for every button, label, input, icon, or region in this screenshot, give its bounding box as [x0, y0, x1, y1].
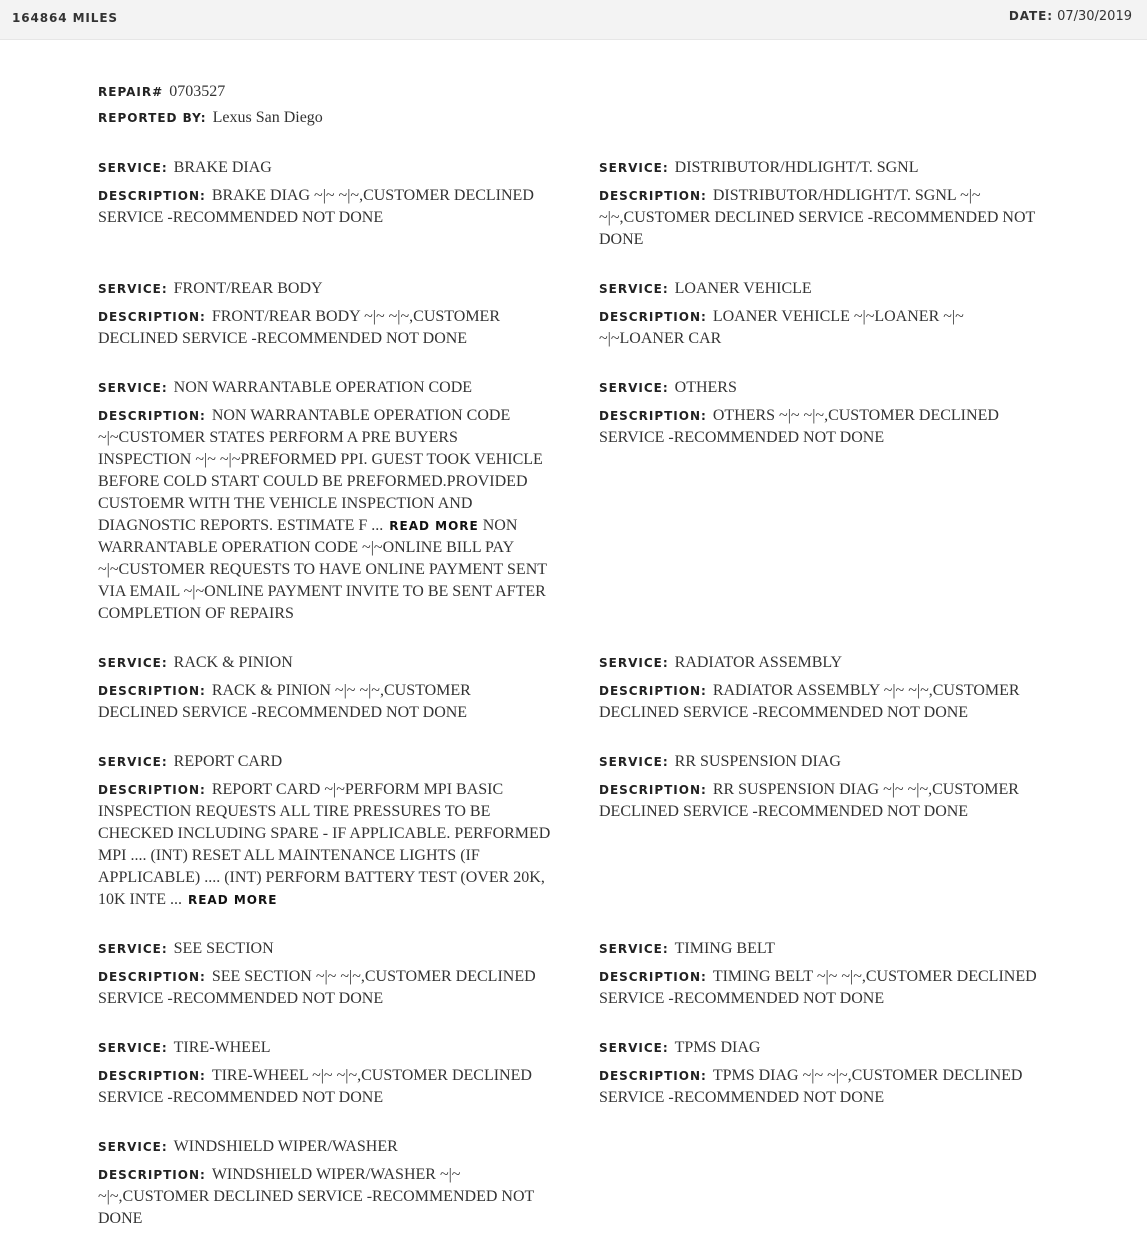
service-label: SERVICE:	[599, 1041, 669, 1055]
service-label: SERVICE:	[599, 381, 669, 395]
description-text: SEE SECTION ~|~ ~|~,CUSTOMER DECLINED SERVICE -RECOMMENDED NOT DONE	[98, 968, 536, 1007]
description-text: TIRE-WHEEL ~|~ ~|~,CUSTOMER DECLINED SERVICE -RECOMMENDED NOT DONE	[98, 1067, 532, 1106]
service-label: SERVICE:	[98, 656, 168, 670]
repair-info	[98, 79, 323, 131]
description-label: DESCRIPTION:	[599, 1069, 707, 1083]
description-label: DESCRIPTION:	[98, 783, 206, 797]
description-text: RR SUSPENSION DIAG ~|~ ~|~,CUSTOMER DECLINED SERVICE -RECOMMENDED NOT DONE	[599, 781, 1019, 820]
service-label: SERVICE:	[599, 161, 669, 175]
service-label: SERVICE:	[98, 1041, 168, 1055]
description-label: DESCRIPTION:	[98, 1168, 206, 1182]
service-entry	[98, 1035, 553, 1109]
service-name: TPMS DIAG	[674, 1039, 761, 1056]
description-text: FRONT/REAR BODY ~|~ ~|~,CUSTOMER DECLINED SERVICE -RECOMMENDED NOT DONE	[98, 308, 500, 347]
description-text: LOANER VEHICLE ~|~LOANER ~|~ ~|~LOANER CAR	[599, 308, 964, 347]
service-name: OTHERS	[674, 379, 737, 396]
description-label: DESCRIPTION:	[98, 310, 206, 324]
description-label: DESCRIPTION:	[98, 189, 206, 203]
description-text: RACK & PINION ~|~ ~|~,CUSTOMER DECLINED SERVICE -RECOMMENDED NOT DONE	[98, 682, 471, 721]
service-label: SERVICE:	[98, 161, 168, 175]
service-label: SERVICE:	[98, 381, 168, 395]
description-label: DESCRIPTION:	[599, 310, 707, 324]
service-entry	[98, 276, 553, 350]
record-header-bar	[0, 0, 1147, 40]
description-text: OTHERS ~|~ ~|~,CUSTOMER DECLINED SERVICE -RECOMMENDED NOT DONE	[599, 407, 999, 446]
service-entry	[599, 375, 1049, 449]
reported-by-label: REPORTED BY:	[98, 111, 207, 125]
description-label: DESCRIPTION:	[599, 684, 707, 698]
service-entry	[98, 749, 553, 911]
service-label: SERVICE:	[599, 282, 669, 296]
service-entry	[98, 650, 553, 724]
service-entry	[98, 936, 553, 1010]
description-label: DESCRIPTION:	[98, 1069, 206, 1083]
service-name: SEE SECTION	[173, 940, 274, 957]
service-name: FRONT/REAR BODY	[173, 280, 323, 297]
service-name: RACK & PINION	[173, 654, 293, 671]
reported-by-value: Lexus San Diego	[212, 109, 323, 126]
description-text: DISTRIBUTOR/HDLIGHT/T. SGNL ~|~ ~|~,CUSTOMER DECLINED SERVICE -RECOMMENDED NOT DONE	[599, 187, 1035, 248]
description-text: TIMING BELT ~|~ ~|~,CUSTOMER DECLINED SERVICE -RECOMMENDED NOT DONE	[599, 968, 1037, 1007]
service-entry	[599, 749, 1049, 823]
service-label: SERVICE:	[599, 755, 669, 769]
description-text: WINDSHIELD WIPER/WASHER ~|~ ~|~,CUSTOMER DECLINED SERVICE -RECOMMENDED NOT DONE	[98, 1166, 534, 1227]
service-label: SERVICE:	[599, 656, 669, 670]
repair-number-label: REPAIR#	[98, 85, 164, 99]
description-label: DESCRIPTION:	[599, 970, 707, 984]
service-name: TIRE-WHEEL	[173, 1039, 271, 1056]
description-text: REPORT CARD ~|~PERFORM MPI BASIC INSPECTION REQUESTS ALL TIRE PRESSURES TO BE CHECKED INCLUDING SPARE - IF APPLICABLE. PERFORMED MPI .... (INT) RESET ALL MAINTENANCE LIGHTS (IF APPLICABLE) .... (INT) PERFORM BATTERY TEST (OVER 20K, 10K INTE ...	[98, 781, 551, 908]
service-name: DISTRIBUTOR/HDLIGHT/T. SGNL	[674, 159, 919, 176]
service-entry	[599, 155, 1049, 251]
service-entry	[599, 936, 1049, 1010]
description-text: TPMS DIAG ~|~ ~|~,CUSTOMER DECLINED SERVICE -RECOMMENDED NOT DONE	[599, 1067, 1023, 1106]
description-text: RADIATOR ASSEMBLY ~|~ ~|~,CUSTOMER DECLINED SERVICE -RECOMMENDED NOT DONE	[599, 682, 1020, 721]
service-entry	[599, 276, 1049, 350]
description-label: DESCRIPTION:	[599, 783, 707, 797]
repair-number-value: 0703527	[169, 83, 226, 100]
description-label: DESCRIPTION:	[599, 189, 707, 203]
service-label: SERVICE:	[98, 1140, 168, 1154]
date-label: DATE:	[1008, 9, 1053, 23]
service-name: RADIATOR ASSEMBLY	[674, 654, 843, 671]
service-entry	[98, 155, 553, 229]
service-entry	[599, 650, 1049, 724]
service-name: NON WARRANTABLE OPERATION CODE	[173, 379, 473, 396]
service-name: RR SUSPENSION DIAG	[674, 753, 841, 770]
description-text-more: NON WARRANTABLE OPERATION CODE ~|~ONLINE BILL PAY ~|~CUSTOMER REQUESTS TO HAVE ONLINE PAYMENT SENT VIA EMAIL ~|~ONLINE PAYMENT INVITE TO BE SENT AFTER COMPLETION OF REPAIRS	[98, 517, 547, 622]
service-label: SERVICE:	[98, 282, 168, 296]
service-date	[1009, 9, 1132, 24]
service-name: WINDSHIELD WIPER/WASHER	[173, 1138, 398, 1155]
service-label: SERVICE:	[98, 755, 168, 769]
service-label: SERVICE:	[98, 942, 168, 956]
read-more-link[interactable]: READ MORE	[187, 893, 278, 907]
description-label: DESCRIPTION:	[599, 409, 707, 423]
description-label: DESCRIPTION:	[98, 409, 206, 423]
read-more-link[interactable]: READ MORE	[389, 519, 479, 533]
service-name: LOANER VEHICLE	[674, 280, 812, 297]
service-entry	[98, 375, 553, 625]
description-text: NON WARRANTABLE OPERATION CODE ~|~CUSTOMER STATES PERFORM A PRE BUYERS INSPECTION ~|~ ~|~PREFORMED PPI. GUEST TOOK VEHICLE BEFORE COLD START COULD BE PREFORMED.PROVIDED CUSTOEMR WITH THE VEHICLE INSPECTION AND DIAGNOSTIC REPORTS. ESTIMATE F ...	[98, 407, 543, 534]
description-label: DESCRIPTION:	[98, 684, 206, 698]
date-value: 07/30/2019	[1057, 9, 1132, 24]
repair-number-row	[98, 79, 323, 105]
service-name: TIMING BELT	[674, 940, 775, 957]
description-label: DESCRIPTION:	[98, 970, 206, 984]
service-name: BRAKE DIAG	[173, 159, 272, 176]
mileage-text: 164864 MILES	[12, 11, 118, 25]
service-entry	[98, 1134, 553, 1230]
service-name: REPORT CARD	[173, 753, 283, 770]
reported-by-row	[98, 105, 323, 131]
description-text: BRAKE DIAG ~|~ ~|~,CUSTOMER DECLINED SERVICE -RECOMMENDED NOT DONE	[98, 187, 534, 226]
service-entry	[599, 1035, 1049, 1109]
service-label: SERVICE:	[599, 942, 669, 956]
